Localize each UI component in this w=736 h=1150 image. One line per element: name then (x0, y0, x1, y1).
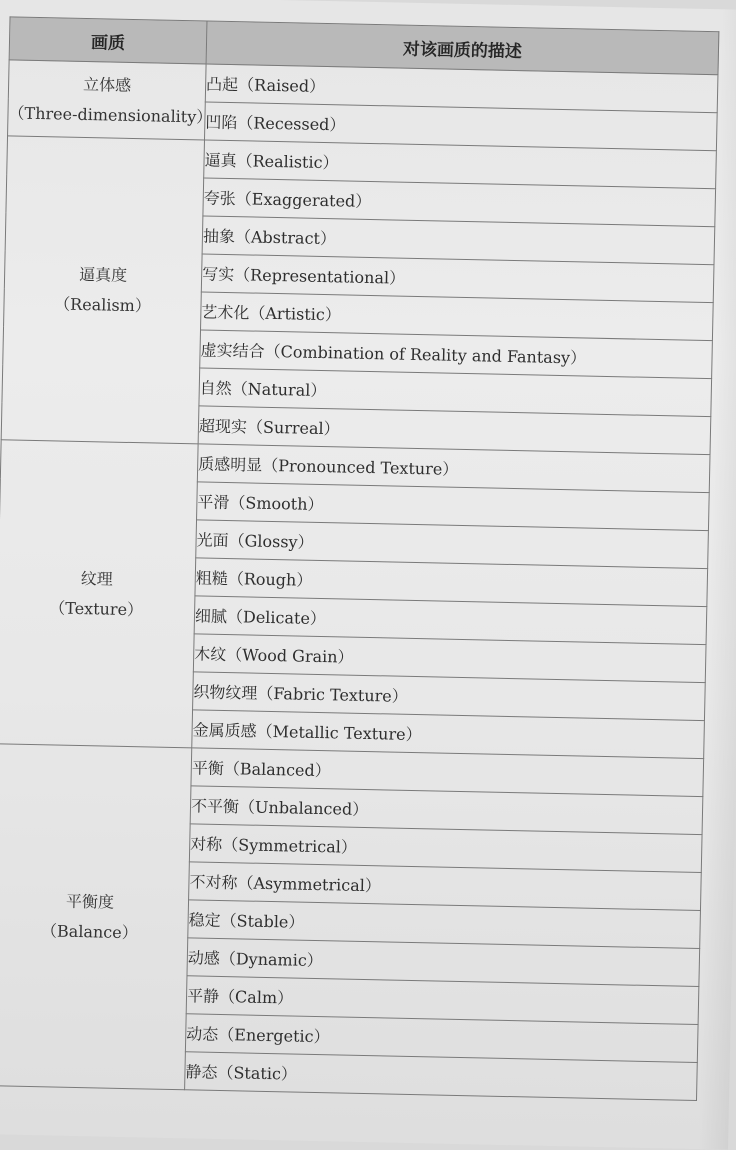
header-quality: 画质 (9, 17, 207, 64)
description-cell: 木纹（Wood Grain） (193, 634, 706, 683)
description-cell: 写实（Representational） (201, 254, 714, 303)
description-cell: 凹陷（Recessed） (204, 102, 717, 151)
table-body (0, 60, 718, 1101)
category-name-en: （Three-dimensionality） (8, 102, 213, 127)
category-cell (8, 60, 213, 140)
description-cell: 对称（Symmetrical） (189, 824, 702, 873)
description-cell: 抽象（Abstract） (202, 216, 715, 265)
description-cell: 艺术化（Artistic） (201, 292, 714, 341)
category-name-en: （Balance） (40, 920, 138, 942)
category-name-zh: 逼真度 (78, 264, 128, 285)
description-cell: 平静（Calm） (186, 976, 699, 1025)
description-cell: 光面（Glossy） (196, 520, 709, 569)
description-cell: 稳定（Stable） (188, 900, 701, 949)
description-cell: 逼真（Realistic） (204, 140, 717, 189)
description-cell: 夸张（Exaggerated） (203, 178, 716, 227)
category-cell (0, 744, 192, 1090)
description-cell: 动态（Energetic） (185, 1014, 698, 1063)
category-cell (0, 440, 198, 748)
category-name-zh: 纹理 (80, 568, 113, 589)
image-quality-table (0, 16, 719, 1101)
description-cell: 质感明显（Pronounced Texture） (197, 444, 710, 493)
description-cell: 平滑（Smooth） (197, 482, 710, 531)
category-name-zh: 立体感 (82, 74, 132, 95)
description-cell: 金属质感（Metallic Texture） (192, 710, 705, 759)
category-name-en: （Texture） (49, 597, 144, 619)
description-cell: 动感（Dynamic） (187, 938, 700, 987)
description-cell: 超现实（Surreal） (198, 406, 711, 455)
description-cell: 不对称（Asymmetrical） (189, 862, 702, 911)
description-cell: 不平衡（Unbalanced） (190, 786, 703, 835)
category-name-zh: 平衡度 (65, 891, 115, 912)
description-cell: 平衡（Balanced） (191, 748, 704, 797)
description-cell: 自然（Natural） (199, 368, 712, 417)
category-name-en: （Realism） (53, 293, 152, 315)
description-cell: 粗糙（Rough） (195, 558, 708, 607)
description-cell: 虚实结合（Combination of Reality and Fantasy） (200, 330, 713, 379)
description-cell: 织物纹理（Fabric Texture） (193, 672, 706, 721)
description-cell: 凸起（Raised） (205, 64, 718, 113)
header-description: 对该画质的描述 (206, 21, 719, 75)
description-cell: 细腻（Delicate） (194, 596, 707, 645)
category-cell (1, 136, 204, 444)
description-cell: 静态（Static） (185, 1052, 698, 1101)
